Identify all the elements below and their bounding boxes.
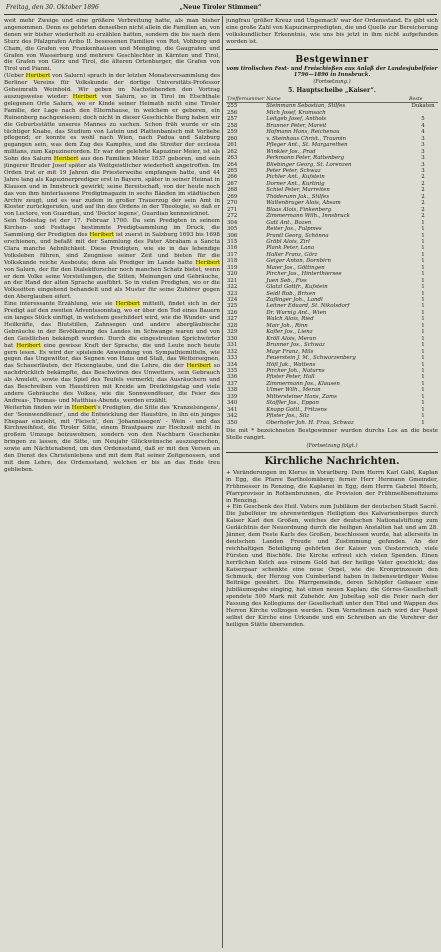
winner-name: Pircher Joh., Naturns	[266, 368, 325, 375]
winner-prize: 1	[421, 258, 425, 265]
winner-name: Geiger Anton, Dornbirn	[266, 258, 331, 265]
section-heading: 5. Hauptscheibe „Kaiser“.	[288, 87, 376, 95]
winner-name: Perkmann Peter, Rattenberg	[266, 155, 345, 162]
winner-number: 321	[227, 277, 238, 284]
winner-name: Mayr Franz, Mils	[266, 348, 314, 355]
winner-number: 316	[227, 245, 238, 252]
winners-table	[226, 97, 438, 426]
winner-prize: 1	[421, 419, 425, 426]
winner-name: v. Steinhaus Christ., Traumin	[266, 135, 347, 142]
winner-prize: 1	[421, 335, 425, 342]
divider	[226, 452, 438, 453]
winner-name: Mair Joh., Rinn	[266, 322, 308, 329]
winner-name: Brunner Peter, Mareit	[266, 122, 327, 129]
winner-prize: 1	[421, 342, 425, 349]
winner-prize: 4	[421, 122, 425, 129]
winner-number: 258	[227, 122, 238, 129]
winner-number: 265	[227, 167, 238, 174]
winner-number: 329	[227, 329, 238, 336]
winner-name: Pichler Ant., Kufstein	[266, 174, 325, 181]
winners-table-body	[226, 103, 438, 426]
winner-name: Kröll Alois, Meran	[266, 335, 317, 342]
winner-number: 333	[227, 355, 238, 362]
footnote: Die mit * bezeichneten Bestgewinner wurden durchs Los an die beste Stelle rangirt.	[226, 428, 438, 441]
article-paragraph: weit mehr Zweige und eine größere Verbreitung hatte, als man bisher angenommen. Denn es gehörten denselben nicht allein die Familien an, von denen wir bisher wiederholt zu erzählen hatten, sondern die bis nach dem Sturz des Pfalzgrafen Aribo II. besessenen Familien von Rot, Vohburg und Cham, die Grafen von Frankenhausen und Mengling, die Gaugrafen und Grafen von Wasserburg und mehrere Geschlechter in Kärnten und Tirol, die Grafen von Görz und Tirol, die älteren Ortenburger, die Grafen von Tirol und Pianni.	[4, 18, 220, 73]
column-header: Treffernummer	[227, 97, 265, 103]
winner-name: Glatzl Gottfr., Kufstein	[266, 284, 328, 291]
winner-name: Haller Franz, Görz	[266, 251, 318, 258]
church-news-paragraph: + Veränderungen im Klerus in Vorarlberg. Dem Herrn Karl Gabl, Kaplan in Egg, die Pfarre Bartholomäberg; ferner Herr Hermann Gmeinder, Frühmesser in Renzing, die Kaplanei in Egg; dem Herrn Gabriel Rösch, Pfarrprovisor in Rothenbrunnen, die Provision der Frühmeßbenefiziums in Renzing.	[226, 469, 438, 504]
winner-prize: 3	[421, 148, 425, 155]
column-header: Name	[265, 97, 408, 103]
winner-prize: 2	[421, 187, 425, 194]
winner-name: Pircher Jos., Hinterthiersee	[266, 271, 342, 278]
winner-prize: 1	[421, 297, 425, 304]
winner-name: Bliebinger Georg, St. Lorenzen	[266, 161, 352, 168]
winner-prize: 2	[421, 213, 425, 220]
winner-prize: 1	[421, 284, 425, 291]
winner-name: Seidl Rob., Brixen	[266, 290, 316, 297]
winner-prize: 1	[421, 413, 425, 420]
winner-number: 319	[227, 264, 238, 271]
winner-number: 264	[227, 161, 238, 168]
winner-number: 339	[227, 393, 238, 400]
winner-name: Mich Josef, Kramsach	[266, 109, 326, 116]
article-paragraph: Weiterhin finden wir in Heribert's Predigten, die Sitte des 'Kranzelsingens', der 'Sonnwendfeuer', und die Entwicklung der Haustüre, in ihn ein junges Ehepaar einzieht, mit 'Fleisch', den 'Johannissegen' - Wein - und das Kirchweihfest, die Tiroler Sitte, einem Brautpaare zur Hochzeit nicht in großem Umzuge beizuwohnen, sondern von den Nachbarn Geschenke bringen zu lassen, die Sitte, um Neujahr Glückwünsche auszusprechen, sowie am Nächtenabend, um den Ordensstand, daß er mit den Versen an den Dienst des Christenlebens und mit dem Rat seiner Zeitgenossen, und mit dem Lehre, des Ordensstand, welchen er bis an das Ende treu geblieben.	[4, 404, 220, 473]
winner-name: Juen Seb., Fiss	[266, 277, 307, 284]
winner-number: 332	[227, 348, 238, 355]
continuation-note: (Fortsetzung folgt.)	[306, 442, 358, 449]
winner-name: Maier Jos., Göttingen	[266, 264, 325, 271]
column-divider	[222, 16, 223, 948]
winner-prize: 1	[421, 387, 425, 394]
winner-number: 259	[227, 129, 238, 136]
winner-name: Prantl Georg, Schönna	[266, 232, 329, 239]
church-news-paragraph: + Ein Geschenk des Heil. Vaters zum Jubiläum der deutschen Stadt Sacré. Die Jubelfeier im ehrenwürdigen Heiligtum des Kalvarienberges durch Kaiser Karl den Großen, welches der deutschen Nationalstiftung zum Gedächtnis der Neuordnung durch die heiligen Anstalten hat und am 28. Jänner, dem Feste Karls des Großen, beschlossen wurde, hat allerseits in deutschen Landen Freude und Zustimmung gefunden. An der reichhaltigen Beteiligung gehörten der Kaiser von Oesterreich, viele Fürsten und Bischöfe. Die Kirche erfreut sich vielen Spenden. Einen herrlichen Kelch aus reinem Gold hat der heilige Vater geschickt; das Kaiserpaar schenkte eine neue Orgel, wie die Kronprinzessin den Schmuck, der Herzog von Cumberland haben in liebenswürdiger Weise Beiträge gewährt. Die Pfarrgemeinde, deren Schöpfer Gebauer eine Jubiläumsgabe einging, hat einen neuen Kaplan; die Görres-Gesellschaft spendete 500 Mark mit Zubehör. Am Jubeltag soll die Feier nach der Fassung des Kollegiums der Gesellschaft unter den Titel und Wappen des Herren Kirche vollzogen werden. Dem Vernehmen nach wird der Papst selbst der Kirche eine Urkunde und ein Schreiben an die Verehrer der heiligen Stätte übersenden.	[226, 504, 438, 628]
winner-prize: 1	[421, 368, 425, 375]
column-header: Beste	[408, 97, 438, 103]
winner-number: 272	[227, 213, 238, 220]
winner-prize: 2	[421, 200, 425, 207]
winner-number: 330	[227, 335, 238, 342]
winner-prize: 1	[421, 245, 425, 252]
winner-prize: 1	[421, 400, 425, 407]
winner-number: 317	[227, 251, 238, 258]
winner-number: 326	[227, 309, 238, 316]
winner-number: 337	[227, 380, 238, 387]
winner-name: Waltenbruger Alois, Absam	[266, 200, 341, 207]
winner-name: Schiel Peter, Marreiten	[266, 187, 330, 194]
winner-prize: 2	[421, 193, 425, 200]
winner-prize: 2	[421, 180, 425, 187]
winner-name: Pfister Jos., Silz	[266, 413, 310, 420]
winner-number: 338	[227, 387, 238, 394]
winner-number: 267	[227, 180, 238, 187]
winner-number: 328	[227, 322, 238, 329]
winner-prize: 3	[421, 161, 425, 168]
right-column	[226, 18, 438, 948]
winner-number: 257	[227, 116, 238, 123]
winner-prize: 2	[421, 206, 425, 213]
winner-name: Leitgeb Josef, Anthols	[266, 116, 327, 123]
header-paper-name: „Neue Tiroler Stimmen“	[179, 4, 262, 11]
winner-prize: 1	[421, 380, 425, 387]
winner-number: 304	[227, 219, 238, 226]
winner-name: Leitner Eduard, St. Nikolsdorf	[266, 303, 350, 310]
winner-name: Kofler Jos., Lienz	[266, 329, 313, 336]
winner-prize: 1	[421, 277, 425, 284]
winner-prize: 1	[421, 348, 425, 355]
winner-number: 331	[227, 342, 238, 349]
winner-number: 315	[227, 238, 238, 245]
winner-number: 266	[227, 174, 238, 181]
winner-name: Staffler Jos., Eppan	[266, 400, 319, 407]
winner-name: Mittersteiner Hans, Zams	[266, 393, 337, 400]
table-row	[226, 420, 438, 426]
winner-prize: 3	[421, 142, 425, 149]
winner-prize: 3	[421, 135, 425, 142]
winners-subtitle: vom tirolischen Fest- und Freischießen aus Anlaß der Landesjubelfeier 1796—1896 in Innsbruck.	[226, 65, 438, 79]
winner-number: 269	[227, 193, 238, 200]
winner-number: 350	[227, 419, 238, 426]
winner-name: Zimmermann Wilh., Innsbruck	[266, 213, 350, 220]
intro-paragraph: jungfrau 'größer Kreuz und Ungemach' war der Ordensstand. Es gibt sich eine große Zahl von Kapuzinerpredigten, die und Quelle zur Bereicherung volkskundlicher Erkenntnis, wie uns bis jetzt in ihm nicht aufgefunden worden ist.	[226, 18, 438, 45]
winner-number: 335	[227, 368, 238, 375]
winner-number: 322	[227, 284, 238, 291]
winner-number: 318	[227, 258, 238, 265]
winner-number: 270	[227, 200, 238, 207]
winner-name: Oberhofer Joh. H. Frau, Schwaz	[266, 419, 354, 426]
winner-number: 263	[227, 155, 238, 162]
winner-prize: 2	[421, 174, 425, 181]
divider	[226, 49, 438, 50]
winner-number: 323	[227, 290, 238, 297]
winner-number: 325	[227, 303, 238, 310]
winner-name: Ulmer Wilh., Meran	[266, 387, 321, 394]
article-paragraph: Sein Todestag ist der 17. Februar 1700. Da sein Predigten in seinem Kirchen- und Festtage bestimmte Predigtsammlung im Druck, die Sammlung der Predigten des Heribert ist zuerst in Salzburg 1693 bis 1698 erschienen, und befaßt mit der Sammlung des Pater Abraham a Sancta Clara manche Aehnlichkeit. Diese Predigten, wie sie in das lebendige Volksleben führen, sind Zeugnisse seiner Zeit und bieten für die Volkskunde reiche Ausbeute; denn als Prediger im Lande hatte Heribert von Salurn, der für den Dialektforscher noch manchen Schatz bietet, wenn er dem Volke seine Vorstellungen, die Sitten, Meinungen und Gebräuche, an der Hand der alten Sprache ausführt. So in vielen Predigten, wo er die Volkssitten eingehend behandelt und als Muster für seine Zuhörer gegen den Aberglauben eifert.	[4, 218, 220, 301]
winner-prize: 1	[421, 303, 425, 310]
winner-name: Gräbl Alois, Zirl	[266, 238, 310, 245]
winner-number: 271	[227, 206, 238, 213]
winner-number: 256	[227, 109, 238, 116]
winner-prize: 1	[421, 219, 425, 226]
winner-name: Hofmann Hans, Reichenau	[266, 129, 340, 136]
winner-number: 262	[227, 148, 238, 155]
article-paragraph: Eine interessante Erzählung, wie sie Heribert mitteilt, findet sich in der Predigt auf den zweiten Adventssonntag, wo er über den Tod eines Bauern ein langes Stück einfügt, in welchem geschildert wird, wie die Wunder- und Heilkräfte, das Blutstillen, Zahnsegen und andere abergläubische Gebräuche in der Bevölkerung des Landes im Schwange waren und von den Geistlichen bekämpft wurden. Durch die eingestreuten Sprichwörter hat Heribert eine gewisse Kraft der Sprache, die und Leute noch heute gern lesen. Es wird der spielende Anwendung von Sympathiemitteln, wie gegen das Ungewitter, das Segnen von Haus und Stall, das Wettersegnen, das Schauerläuten, der Hexenglaube, und die Lehre, die der Heribert so nachdrücklich bekämpfte, das Beschwören des Unwetters, sein Gebrauch als Amulett, sowie das Spiel des Teufels vermerkt; das Ausräuchern und das Beschreiben von Haustüren mit Kreide am Dreikönigstag und viele andere Gebräuche des Volkes, wie die Sonnwendfeuer, die Feier des Andreas-, Thomas- und Matthias-Abends, werden erzählt.	[4, 301, 220, 404]
winners-title: Bestgewinner	[295, 54, 369, 65]
page-header	[4, 2, 437, 15]
winner-number: 320	[227, 271, 238, 278]
header-date: Freitag, den 30. Oktober 1896	[6, 4, 99, 11]
church-news-title: Kirchliche Nachrichten.	[264, 455, 400, 467]
winner-number: 261	[227, 142, 238, 149]
winner-prize: 4	[421, 129, 425, 136]
winner-prize: 1	[421, 355, 425, 362]
table-row	[226, 103, 438, 110]
winner-prize: 1	[421, 393, 425, 400]
winner-name: Knapp Gottl., Fritzens	[266, 406, 327, 413]
winner-name: Gatt Ant., Bozen	[266, 219, 312, 226]
winner-name: Brunner Jos., Schwaz	[266, 342, 325, 349]
winner-number: 260	[227, 135, 238, 142]
winner-prize: 1	[421, 238, 425, 245]
winner-name: Höfl Jak., Wattens	[266, 361, 316, 368]
winner-prize: 3	[421, 167, 425, 174]
winner-prize: 1	[421, 374, 425, 381]
winner-prize: 1	[421, 264, 425, 271]
winner-name: Zuflinger Joh., Landl	[266, 297, 323, 304]
winner-prize: 1	[421, 406, 425, 413]
continuation-note: (Fortsetzung.)	[313, 79, 351, 86]
left-column	[4, 18, 220, 948]
winner-number: 255	[227, 103, 238, 110]
winner-number: 334	[227, 361, 238, 368]
winner-prize: Dukaten	[411, 103, 435, 110]
winner-prize: 1	[421, 361, 425, 368]
winner-number: 305	[227, 226, 238, 233]
winner-number: 342	[227, 413, 238, 420]
winner-name: Steinmann Sebastian, Stilfes	[266, 103, 346, 110]
winner-number: 268	[227, 187, 238, 194]
winner-name: Blaas Alois, Finkenberg	[266, 206, 332, 213]
winner-name: Dr. Wurnig Ant., Wien	[266, 309, 327, 316]
winner-name: Thöderunn Jak., Stilfes	[266, 193, 329, 200]
winner-number: 341	[227, 406, 238, 413]
winner-name: Pfleger Ant., St. Margarethen	[266, 142, 348, 149]
winner-prize: 5	[421, 116, 425, 123]
winner-name: Walch Alois, Ried	[266, 316, 314, 323]
winner-prize: 1	[421, 316, 425, 323]
winner-prize: 1	[421, 232, 425, 239]
winner-prize: 1	[421, 329, 425, 336]
winner-name: Feuerstein J. M., Schwarzenberg	[266, 355, 356, 362]
winner-name: Peter Peter, Schwaz	[266, 167, 321, 174]
winner-prize: 1	[421, 251, 425, 258]
winner-prize: 1	[421, 226, 425, 233]
winner-prize: 1	[421, 290, 425, 297]
winner-number: 336	[227, 374, 238, 381]
winner-number: 327	[227, 316, 238, 323]
winner-number: 306	[227, 232, 238, 239]
winner-name: Pfister Peter, Hall	[266, 374, 315, 381]
winner-number: 340	[227, 400, 238, 407]
winner-number: 324	[227, 297, 238, 304]
winner-name: Zimmermann Jos., Klausen	[266, 380, 340, 387]
winner-prize: 1	[421, 271, 425, 278]
winner-name: Plank Peter, Lana	[266, 245, 315, 252]
winner-prize: 3	[421, 155, 425, 162]
winner-name: Reiter Jos., Fulpmes	[266, 226, 322, 233]
winner-name: Winkler Jos., Prad	[266, 148, 316, 155]
winner-name: Dorner Ant., Kurtinig	[266, 180, 325, 187]
article-paragraph: (Ueber Heribert von Salurn) sprach in der letzten Monatsversammlung des Berliner Vereins für Volkskunde der dortige Universitäts-Professor Geheimrath Weinhold. Wir geben im Nachstehenden den Vortrag auszugsweise wieder: Heribert von Salurn, so in Tirol im Etschthale gelegenen Orte Salurn, wo er Kinde seiner Heimath nicht eine Tiroler Familie, der Lage nach den Elternhause, in welchem er geboren, ein Ruinenberg nachgewiesen; doch nicht in dieser Geschichte Burg haben wir die Geburtsstätte unseres Mannes zu suchen. Schon früh wurde er ein tüchtiger Knabe, das Studium von Latein und Plattenbanisch mit Vorliebe pflegend; er konnte es wohl nach Wien, nach Padua und Salzburg gegangen sein, was dem Zug des Kampfes, und die Streiter der ecclesia militans, zum Kapuzinerorden. Er war der gelehrte Kapuziner Meier, ist als Sohn des Salurn Heribert aus den Familien Meier 1637 geboren, und sein jüngerer Bruder Josef später als Weltgeistlicher wiederholt angetroffen. Im Orden trat er mit 19 Jahren die Priesterweihe empfangen hatte, und 44 Jahre lang als Kapuzinerprediger erst in Bayern, später in seiner Heimat in Klausen und in Innsbruck gewirkt; seine Bereitschaft, von der heute noch das von ihm hinterlassene Predigtmagazin in sechs Bänden im städtischen Archiv zeugt, und es war zudem in großer Trauerzug der sein Amt in Kloster zurückgerufen, und auf ihn des Ordens in der Theologie, so daß er von Lectore, von Guardian, und 'Doctor legens', Guardian kennzeichnet.	[4, 73, 220, 218]
winner-prize: 1	[421, 309, 425, 316]
winner-prize: 1	[421, 322, 425, 329]
